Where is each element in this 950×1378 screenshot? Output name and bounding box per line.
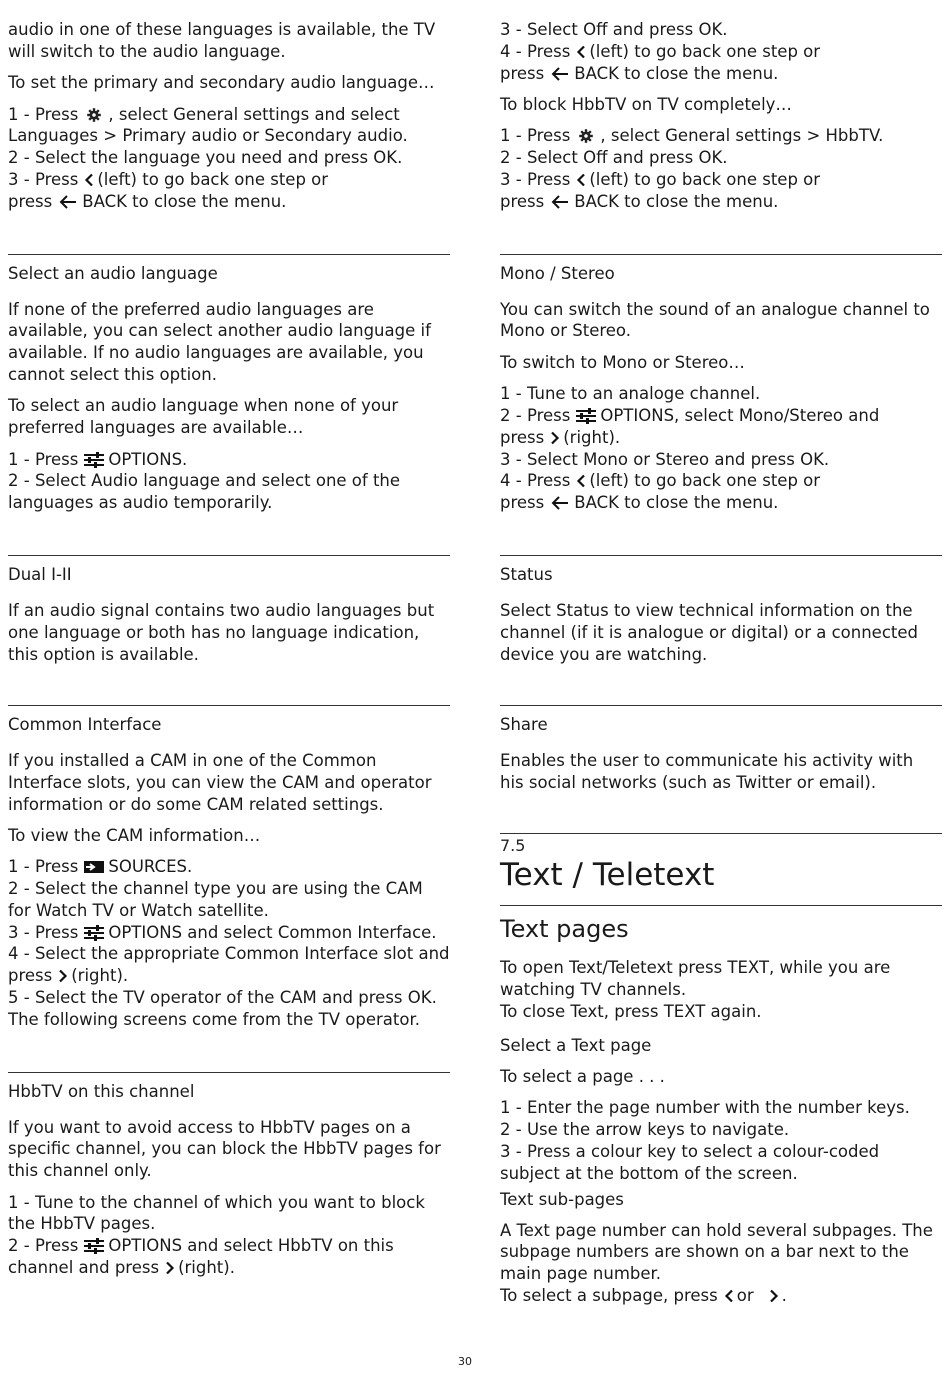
- step-2: 2 - Press OPTIONS and select HbbTV on this channel and press (right).: [8, 1236, 394, 1278]
- audio-language-paragraph: If none of the preferred audio languages are available, you can select another audio language if available. If no audio languages are available, you cannot select this option.: [8, 299, 431, 384]
- sub-pages-paragraph: A Text page number can hold several subpages. The subpage numbers are shown on a bar next to the main page number.: [500, 1220, 933, 1284]
- text-pages-close: To close Text, press TEXT again.: [500, 1001, 762, 1021]
- chevron-left-icon: [575, 474, 587, 488]
- step-4: 4 - Select the appropriate Common Interface slot and press (right).: [8, 944, 450, 986]
- step-2: 2 - Use the arrow keys to navigate.: [500, 1120, 790, 1140]
- options-icon: [83, 452, 105, 468]
- step-5: 5 - Select the TV operator of the CAM and press OK. The following screens come from the TV operator.: [8, 988, 437, 1029]
- section-heading-share: Share: [500, 714, 548, 734]
- step-3: 3 - Press OPTIONS and select Common Interface.: [8, 922, 437, 942]
- step-3: 3 - Select Mono or Stereo and press OK.: [500, 449, 830, 469]
- select-page-instruction: To select a page . . .: [500, 1067, 665, 1087]
- left-column: [8, 0, 450, 1279]
- mono-stereo-instruction: To switch to Mono or Stereo…: [500, 352, 745, 372]
- step-3: 3 - Press (left) to go back one step or press BACK to close the menu.: [500, 169, 821, 211]
- back-arrow-icon: [549, 66, 571, 82]
- chapter-title: Text / Teletext: [500, 857, 715, 894]
- audio-language-instruction: To select an audio language when none of your preferred languages are available…: [8, 396, 399, 438]
- chevron-right-icon: [164, 1261, 176, 1275]
- page-number: 30: [458, 1355, 472, 1368]
- chevron-right-icon: [57, 969, 69, 983]
- step-1: 1 - Press OPTIONS.: [8, 449, 188, 469]
- status-paragraph: Select Status to view technical information on the channel (if it is analogue or digital) or a connected device you are watching.: [500, 600, 918, 664]
- chevron-left-icon: [575, 45, 587, 59]
- intro-paragraph: audio in one of these languages is available, the TV will switch to the audio language.: [8, 20, 436, 61]
- text-pages-paragraph: To open Text/Teletext press TEXT, while you are watching TV channels.: [500, 958, 891, 999]
- subheading-text-sub-pages: Text sub-pages: [500, 1189, 624, 1209]
- section-heading-hbbtv: HbbTV on this channel: [8, 1081, 195, 1101]
- options-icon: [83, 1238, 105, 1254]
- mono-stereo-paragraph: You can switch the sound of an analogue channel to Mono or Stereo.: [500, 299, 930, 341]
- step-2: 2 - Press OPTIONS, select Mono/Stereo and press (right).: [500, 405, 880, 447]
- step-4: 4 - Press (left) to go back one step or press BACK to close the menu.: [500, 41, 821, 83]
- section-heading-status: Status: [500, 564, 553, 584]
- back-arrow-icon: [549, 495, 571, 511]
- intro-instruction: To set the primary and secondary audio language…: [8, 73, 435, 93]
- sub-pages-instruction: To select a subpage, press or .: [500, 1286, 787, 1306]
- step-3: 3 - Press a colour key to select a colour-coded subject at the bottom of the screen.: [500, 1142, 880, 1183]
- step-1: 1 - Press , select General settings > HbbTV.: [500, 126, 884, 146]
- right-column: [500, 0, 942, 1307]
- common-interface-paragraph: If you installed a CAM in one of the Common Interface slots, you can view the CAM and operator information or do some CAM related settings.: [8, 750, 432, 814]
- chevron-left-icon: [575, 173, 587, 187]
- step-3: 3 - Select Off and press OK.: [500, 20, 728, 39]
- back-arrow-icon: [549, 194, 571, 210]
- hbbtv-paragraph: If you want to avoid access to HbbTV pages on a specific channel, you can block the HbbTV pages for this channel only.: [8, 1117, 441, 1181]
- gear-icon: [575, 128, 597, 144]
- subheading-select-text-page: Select a Text page: [500, 1036, 652, 1056]
- sources-icon: [83, 859, 105, 875]
- back-arrow-icon: [57, 194, 79, 210]
- step-1: 1 - Tune to an analoge channel.: [500, 384, 761, 404]
- section-heading-dual: Dual I-II: [8, 564, 72, 584]
- chevron-right-icon: [549, 431, 561, 445]
- options-icon: [575, 408, 597, 424]
- step-1: 1 - Press SOURCES.: [8, 857, 193, 877]
- chapter-number: 7.5: [500, 836, 526, 856]
- chevron-left-icon: [83, 173, 95, 187]
- step-1: 1 - Press , select General settings and select Languages > Primary audio or Secondary audio.: [8, 104, 408, 146]
- chevron-left-icon: [723, 1289, 735, 1303]
- section-heading-mono-stereo: Mono / Stereo: [500, 263, 615, 283]
- step-1: 1 - Enter the page number with the number keys.: [500, 1098, 910, 1118]
- options-icon: [83, 925, 105, 941]
- section-title-text-pages: Text pages: [500, 915, 629, 944]
- step-2: 2 - Select Off and press OK.: [500, 148, 728, 168]
- step-2: 2 - Select Audio language and select one of the languages as audio temporarily.: [8, 471, 401, 513]
- share-paragraph: Enables the user to communicate his activity with his social networks (such as Twitter or email).: [500, 750, 914, 792]
- section-heading-audio-language: Select an audio language: [8, 263, 218, 283]
- step-4: 4 - Press (left) to go back one step or press BACK to close the menu.: [500, 471, 821, 513]
- step-2: 2 - Select the channel type you are using the CAM for Watch TV or Watch satellite.: [8, 879, 423, 920]
- dual-paragraph: If an audio signal contains two audio languages but one language or both has no language indication, this option is available.: [8, 600, 435, 664]
- section-heading-common-interface: Common Interface: [8, 714, 162, 734]
- step-3: 3 - Press (left) to go back one step or press BACK to close the menu.: [8, 169, 329, 211]
- hbbtv-block-instruction: To block HbbTV on TV completely…: [500, 94, 792, 114]
- gear-icon: [83, 107, 105, 123]
- common-interface-instruction: To view the CAM information…: [8, 825, 261, 845]
- step-2: 2 - Select the language you need and press OK.: [8, 148, 403, 168]
- chevron-right-icon: [768, 1289, 780, 1303]
- step-1: 1 - Tune to the channel of which you want to block the HbbTV pages.: [8, 1192, 425, 1234]
